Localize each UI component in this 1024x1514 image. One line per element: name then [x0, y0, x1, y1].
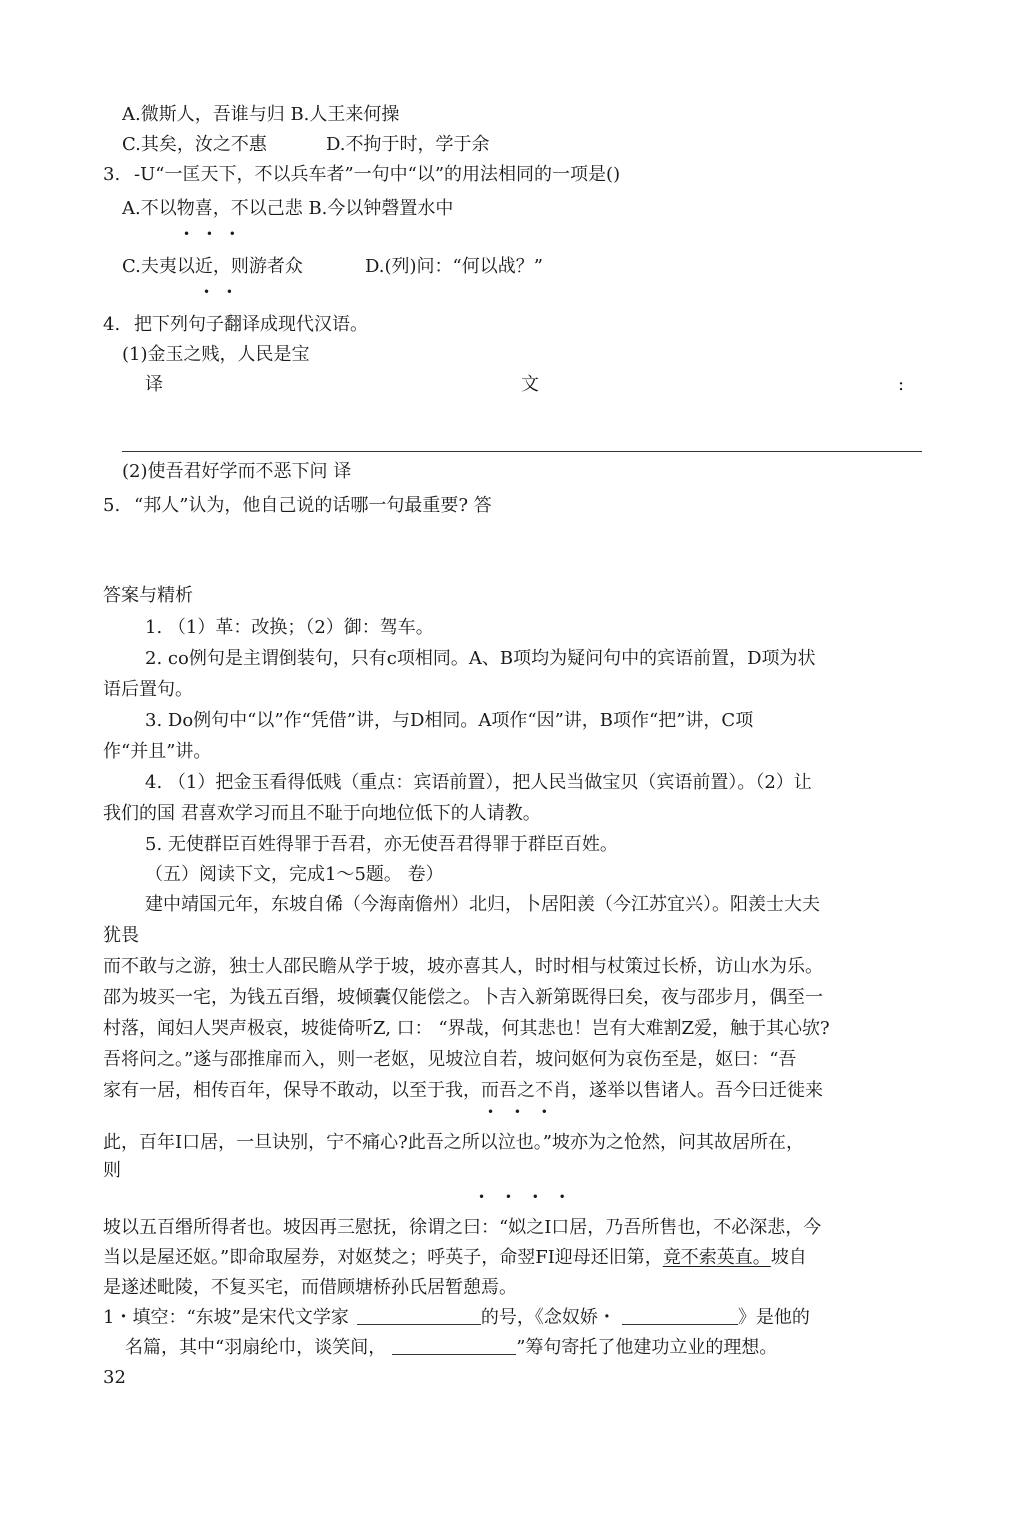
- answer-2-cont: 语后置句。: [103, 679, 193, 700]
- passage-line: 犹畏: [103, 925, 139, 946]
- passage-line: 此，百年I口居，一旦诀别，宁不痛心?此吾之所以泣也。”坡亦为之怆然，问其故居所在，: [103, 1132, 804, 1153]
- fill-question: [103, 1306, 810, 1330]
- q2-option-ab: A.微斯人，吾谁与归 B.人王来何操: [122, 104, 400, 125]
- page-number: 32: [103, 1367, 126, 1388]
- q3-option-ab: A.不以物喜，不以己悲 B.今以钟磬置水中: [122, 198, 454, 219]
- fill-question-text: “东坡”是宋代文学家: [186, 1307, 349, 1328]
- passage-line: 邵为坡买一宅，为钱五百缗，坡倾囊仅能偿之。卜吉入新第既得曰矣，夜与邵步月，偶至一: [103, 987, 823, 1008]
- answer-4: 4. （1）把金玉看得低贱（重点：宾语前置），把人民当做宝贝（宾语前置）。（2）让: [145, 772, 812, 793]
- q4-1-translation-label: 文: [521, 374, 539, 395]
- passage-text: 坡自: [770, 1247, 807, 1268]
- fill-question-number: 1・填空：: [103, 1307, 187, 1328]
- passage-line: 家有一居，相传百年，保导不敢动，以至于我，而吾之不肖，遂举以售诸人。吾今曰迁徙来: [103, 1080, 823, 1101]
- passage-line: 村落，闻妇人哭声极哀，坡徙倚听Z, 口： “界哉，何其悲也！岂有大难割Z爱，触于其心欤?: [103, 1018, 830, 1039]
- q4-number: 4.: [103, 314, 121, 335]
- answers-heading: 答案与精析: [103, 585, 193, 606]
- q4-1-translation-label: 译: [145, 374, 163, 395]
- fill-question-text: ”筹句寄托了他建功立业的理想。: [516, 1337, 778, 1358]
- fill-question-text: 的号，《念奴娇・: [480, 1307, 616, 1328]
- passage-line: 而不敢与之游，独士人邵民瞻从学于坡，坡亦喜其人，时时相与杖策过长桥，访山水为乐。: [103, 956, 823, 977]
- passage-line: 则: [103, 1160, 121, 1181]
- passage-line: 是遂述毗陵，不复买宅，而借顾塘桥孙氏居暂憩焉。: [103, 1277, 517, 1298]
- answer-3: 3. Do例句中“以”作“凭借”讲，与D相同。A项作“因”讲，B项作“把”讲，C项: [145, 710, 754, 731]
- q4-text: 把下列句子翻译成现代汉语。: [134, 314, 368, 335]
- fill-question-text: 名篇，其中“羽扇纶巾，谈笑间，: [125, 1337, 387, 1358]
- fill-question-line-2: [125, 1336, 777, 1360]
- q3-option-c: C.夫夷以近，则游者众: [122, 256, 303, 277]
- q5-text: “邦人”认为，他自己说的话哪一句最重要? 答: [134, 495, 492, 516]
- q2-option-d: D.不拘于时，学于余: [326, 134, 490, 155]
- emphasis-dots: • • • •: [478, 1190, 574, 1204]
- passage-intro: （五）阅读下文，完成1～5题。 卷）: [145, 864, 444, 885]
- emphasis-dots: • • •: [487, 1105, 556, 1119]
- q5-number: 5.: [103, 495, 121, 516]
- fill-blank[interactable]: [357, 1306, 481, 1325]
- answer-3-cont: 作“并且”讲。: [103, 741, 212, 762]
- passage-text: 当以是屋还妪。”即命取屋券，对妪焚之；呼英子，命翌FI迎母还旧第，: [103, 1247, 663, 1268]
- fill-blank[interactable]: [622, 1306, 738, 1325]
- fill-question-text: 》是他的: [737, 1307, 810, 1328]
- answer-5: 5. 无使群臣百姓得罪于吾君，亦无使吾君得罪于群臣百姓。: [145, 834, 618, 855]
- emphasis-dots: • •: [203, 285, 239, 299]
- q4-sentence-2: (2)使吾君好学而不恶下问 译: [122, 461, 352, 482]
- answer-2: 2. co例句是主谓倒装句，只有c项相同。A、B项均为疑问句中的宾语前置，D项为状: [145, 648, 816, 669]
- q3-number: 3.: [103, 164, 121, 185]
- q4-1-translation-label: :: [898, 374, 905, 395]
- answer-line: [122, 451, 922, 452]
- emphasis-dots: • • •: [183, 227, 242, 241]
- underlined-sentence: 竟不索英直。: [662, 1247, 771, 1268]
- answer-4-cont: 我们的国 君喜欢学习而且不耻于向地位低下的人请教。: [103, 803, 541, 824]
- passage-line: 建中靖国元年，东坡自俙（今海南儋州）北归，卜居阳羡（今江苏宜兴）。阳羡士大夫: [145, 894, 820, 915]
- answer-1: 1. （1）革：改换；（2）御：驾车。: [145, 617, 434, 638]
- passage-line: 吾将问之。”遂与邵推扉而入，则一老妪，见坡泣自若，坡问妪何为哀伤至是，妪曰：“吾: [103, 1049, 797, 1070]
- passage-line: 坡以五百缗所得者也。坡因再三慰抚，徐谓之曰：“姒之I口居，乃吾所售也，不必深悲，今: [103, 1217, 822, 1238]
- q2-option-c: C.其矣，汝之不惠: [122, 134, 267, 155]
- passage-line: [103, 1246, 807, 1270]
- fill-blank[interactable]: [392, 1336, 516, 1355]
- q3-text: -U“一匡天下，不以兵车者”一句中“以”的用法相同的一项是(): [134, 164, 621, 185]
- q3-option-d: D.(列)问：“何以战？”: [365, 256, 543, 277]
- q4-sentence-1: (1)金玉之贱，人民是宝: [122, 344, 310, 365]
